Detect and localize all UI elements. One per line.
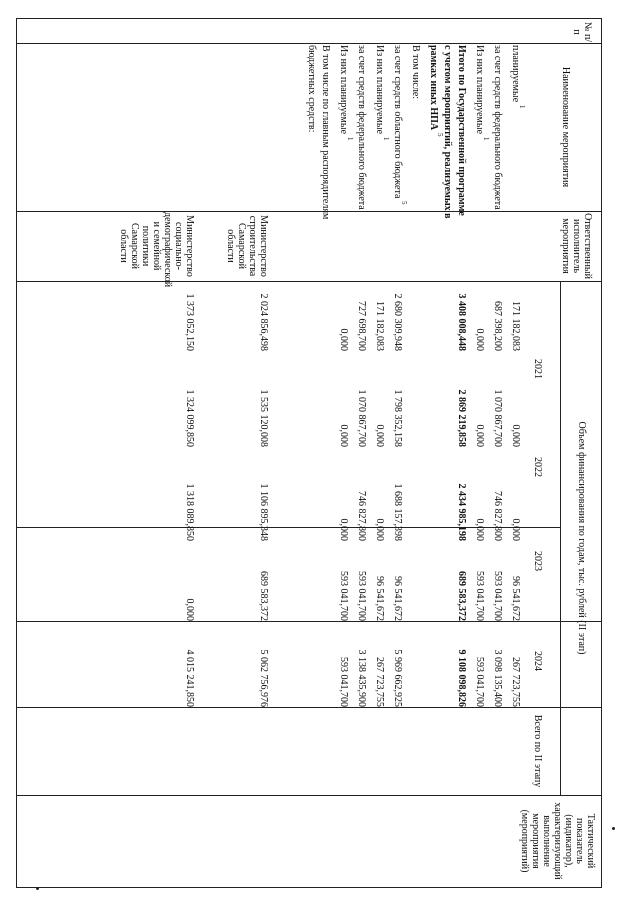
row-name: за счет средств федерального бюджета	[356, 45, 367, 210]
cell-value: 0,000	[474, 424, 485, 447]
cell-value: 267 723,755	[510, 657, 521, 707]
cell-value: 1 070 867,700	[356, 389, 367, 447]
cell-value: 746 827,800	[492, 491, 503, 541]
cell-value: 96 541,672	[510, 576, 521, 621]
cell-value: 2 869 219,858	[456, 389, 467, 447]
table-row: за счет средств областного бюджета 5 2 680 309,948 1 798 352,158 1 688 157,398 96 541,672 5 969 662,925	[392, 45, 408, 707]
header-year-2021: 2021	[532, 359, 543, 379]
cell-value: 1 798 352,158	[392, 389, 403, 447]
cell-value: 3 408 008,448	[456, 293, 467, 351]
header-name: Наименование мероприятия	[560, 66, 571, 188]
cell-value: 1 535 120,008	[258, 389, 269, 447]
cell-value: 593 041,700	[492, 571, 503, 621]
cell-value: 687 398,200	[492, 301, 503, 351]
scan-speck	[36, 887, 39, 890]
cell-value: 0,000	[338, 518, 349, 541]
cell-value: 593 041,700	[338, 571, 349, 621]
row-name: Из них планируемые	[338, 45, 349, 135]
row-name: В том числе по главным распорядителям	[320, 45, 331, 220]
row-name: за счет средств областного бюджета	[392, 45, 403, 199]
cell-value: 593 041,700	[338, 657, 349, 707]
header-funding: Объем финансирования по годам, тыс. рублей (II этап)	[576, 421, 587, 655]
table-row: Из них планируемые 1 0,000 0,000 0,000 593 041,700 593 041,700	[474, 45, 490, 707]
cell-value: 3 098 135,400	[492, 649, 503, 707]
table-row	[118, 19, 195, 889]
cell-value: 1 318 089,850	[184, 483, 195, 541]
table-row	[404, 19, 421, 889]
cell-value: 0,000	[474, 518, 485, 541]
cell-value: 0,000	[374, 424, 385, 447]
funding-table	[16, 18, 602, 888]
row-name: с учетом мероприятий, реализуемых в	[442, 45, 453, 219]
cell-value: 96 541,672	[392, 576, 403, 621]
header-year-2022: 2022	[532, 457, 543, 477]
cell-value: 0,000	[510, 424, 521, 447]
cell-value: 1 324 099,850	[184, 389, 195, 447]
cell-value: 0,000	[338, 424, 349, 447]
row-name: В том числе:	[410, 45, 421, 100]
cell-value: 593 041,700	[474, 657, 485, 707]
cell-value: 3 138 435,900	[356, 649, 367, 707]
table-row	[300, 19, 317, 889]
cell-value: 96 541,672	[374, 576, 385, 621]
cell-value: 0,000	[474, 328, 485, 351]
header-total: Всего по II этапу	[532, 714, 543, 788]
grid-line	[560, 281, 561, 795]
cell-value: 2 024 856,498	[258, 293, 269, 351]
cell-value: 2 434 985,198	[456, 483, 467, 541]
header-indicator: Тактический показатель (индикатор), характеризующий выполнение мероприятия (мероприятий)	[519, 802, 596, 880]
cell-value: 0,000	[338, 328, 349, 351]
table-row	[225, 19, 269, 889]
header-num: № п/п	[571, 21, 593, 43]
table-row	[486, 19, 503, 889]
row-name: бюджетных средств:	[306, 45, 317, 133]
cell-value: 267 723,755	[374, 657, 385, 707]
cell-value: 5 062 756,976	[258, 649, 269, 707]
header-year-2024: 2024	[532, 651, 543, 671]
rotated-page	[15, 18, 620, 888]
cell-value: 1 688 157,398	[392, 483, 403, 541]
cell-value: 0,000	[374, 518, 385, 541]
row-name: за счет средств федерального бюджета	[492, 45, 503, 210]
table-row: рамках иных НПА 5	[428, 45, 444, 137]
cell-value: 1 070 867,700	[492, 389, 503, 447]
cell-value: 4 015 241,850	[184, 649, 195, 707]
cell-value: 689 583,372	[456, 571, 467, 621]
cell-value: 171 182,083	[374, 301, 385, 351]
row-name: Из них планируемые	[374, 45, 385, 135]
cell-value: 0,000	[184, 598, 195, 621]
row-responsible: Министерство социально-демографической и семейной политики Самарской области	[118, 212, 195, 288]
cell-value: 593 041,700	[474, 571, 485, 621]
cell-value: 727 698,700	[356, 301, 367, 351]
cell-value: 1 106 895,348	[258, 483, 269, 541]
cell-value: 2 680 309,948	[392, 293, 403, 351]
cell-value: 593 041,700	[356, 571, 367, 621]
row-name: Из них планируемые	[474, 45, 485, 135]
scan-speck	[612, 827, 615, 830]
header-resp: Ответственный исполнитель мероприятия	[560, 213, 593, 279]
cell-value: 0,000	[510, 518, 521, 541]
cell-value: 5 969 662,925	[392, 649, 403, 707]
table-row: Из них планируемые 1 0,000 0,000 0,000 593 041,700 593 041,700	[338, 45, 354, 707]
row-name: Итого по Государственной программе	[456, 45, 467, 216]
header-year-2023: 2023	[532, 551, 543, 571]
cell-value: 746 827,800	[356, 491, 367, 541]
cell-value: 171 182,083	[510, 301, 521, 351]
table-row	[350, 19, 367, 889]
row-name: планируемые	[510, 45, 521, 103]
cell-value: 1 373 052,150	[184, 293, 195, 351]
table-row: планируемые 1 171 182,083 0,000 0,000 96 541,672 267 723,755	[510, 45, 526, 707]
cell-value: 689 583,372	[258, 571, 269, 621]
cell-value: 9 108 098,826	[456, 649, 467, 707]
row-responsible: Министерство строительства Самарской области	[225, 215, 269, 277]
row-name: рамках иных НПА	[428, 45, 439, 131]
table-row: Из них планируемые 1 171 182,083 0,000 0,000 96 541,672 267 723,755	[374, 45, 390, 707]
